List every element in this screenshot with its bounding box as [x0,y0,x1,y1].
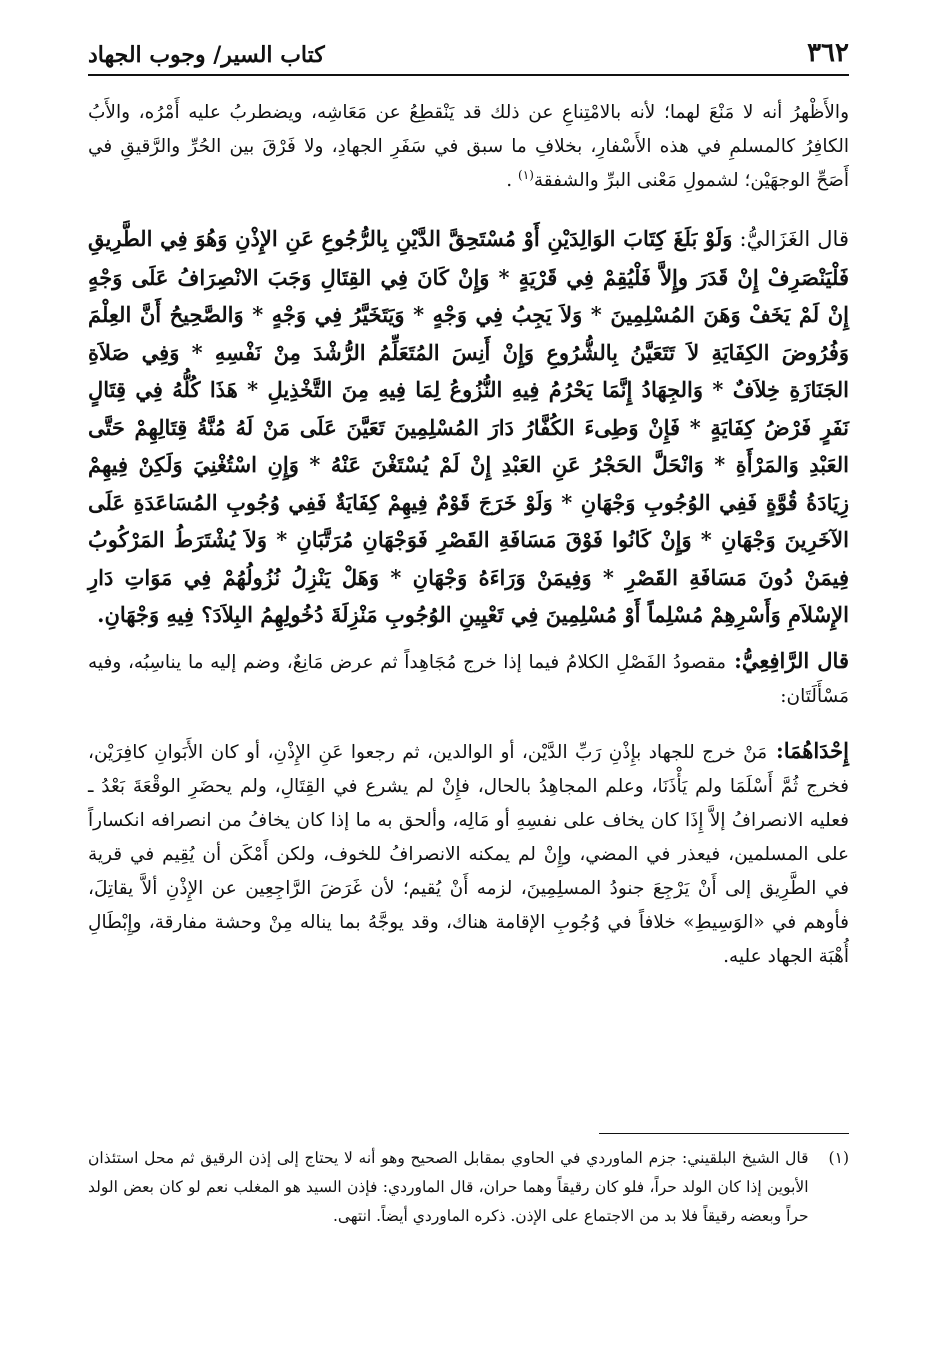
opening-paragraph-text: والأَظْهرُ أنه لا مَنْعَ لهما؛ لأنه بالامْتِناعِ عن ذلك قد يَنْقطِعُ عن مَعَاشِه، ويضطربُ عليه أَمْرُه، والأَبُ الكافِرُ كالمسلمِ في هذه الأَسْفارِ، بخلافِ ما سبق في سَفَرِ الجهادِ، ولا فَرْقَ بين الحُرِّ والرَّقيقِ في أَصَحِّ الوجهَيْن؛ لشمولِ مَعْنى البرِّ والشفقة [88,102,849,191]
rafii-body: مقصودُ الفَصْلِ الكلامُ فيما إذا خرج مُجَاهِداً ثم عرض مَانِعٌ، وضم إليه ما يناسِبُه، وفيه مَسْأَلَتَان: [88,651,849,707]
first-issue-label: إِحْدَاهُمَا: [767,737,849,763]
chapter-title: كتاب السير/ وجوب الجهاد [88,42,325,68]
footnote [88,1144,849,1231]
rafii-commentary [88,644,849,714]
first-issue-body: مَنْ خرج للجهاد بإِذْنِ رَبِّ الدَّيْن، أو الوالدين، ثم رجعوا عَنِ الإِذْنِ، أو كان الأَبَوانِ كافِرَيْن، فخرج ثُمَّ أَسْلَمَا ولم يَأْذَنَا، وعلم المجاهِدُ بالحال، فإِنْ لم يشرع في القِتَالِ، ولم يحضَرِ الوقْعَةَ بَعْدُ ـ فعليه الانصرافُ إلاَّ إِذَا كان يخاف على نفسِهِ أو مَالِه، وألحق به ما إذا كان يخافُ من انصرافه انكساراً على المسلمين، فيعذر في المضي، وإِنْ لم يمكنه الانصرافُ للخوف، ولكن أَمْكَن أن يُقِيم في قرية في الطَّرِيق إلى أَنْ يَرْجِعَ جنودُ المسلِمِينَ، لزمه أَنْ يُقيم؛ لأن غَرَضَ الرَّاجِعِين عن الإِذْنِ ألاَّ يقاتِلَ، فأوهم في «الوَسِيطِ» خلافاً في وُجُوبِ الإقامة هناك، وقد يوجَّهُ بما يناله مِنْ وحشة مفارقة، وإِبْطَالِ أُهْبَة الجهاد عليه. [88,741,850,967]
footnote-reference[interactable]: (١) [518,167,534,182]
ghazali-speaker: قال الغَزَاليُّ: [732,227,849,251]
footnote-text: قال الشيخ البلقيني: جزم الماوردي في الحاوي بمقابل الصحيح وهو أنه لا يحتاج إلى إذن الرقيق ثم محل استئذان الأبوين إذا كان الولد حراً، فلو كان رقيقاً وهما حران، قال الماوردي: فإذن السيد هو المغلب نعم لو كان بعض الولد حراً وبعضه رقيقاً فلا بد من الاجتماع على الإذن. ذكره الماوردي أيضاً. انتهى. [88,1149,809,1225]
rafii-speaker: قال الرَّافِعِيُّ: [726,647,849,673]
ghazali-text [88,220,849,634]
first-issue-paragraph [88,734,849,974]
running-header [88,30,849,76]
page-number: ٣٦٢ [807,38,849,68]
opening-paragraph [88,96,849,198]
main-text [88,96,849,996]
ghazali-body: وَلَوْ بَلَغَ كِتَابَ الوَالِدَيْنِ أَوْ مُسْتَحِقَّ الدَّيْنِ بِالرُّجُوعِ عَنِ الإِذْنِ وَهُوَ فِي الطَّرِيقِ فَلْيَنْصَرِفْ إِنْ قَدَرَ وإِلاَّ فَلْيُقِمْ فِي قَرْيَةٍ * وَإِنْ كَانَ فِي القِتَالِ وَجَبَ الانْصِرَافُ عَلَى وَجْهٍ إِنْ لَمْ يَخَفْ وَهَنَ المُسْلِمِينَ * وَلاَ يَجِبُ فِي وَجْهٍ * وَيَتَخَيَّرُ فِي وَجْهٍ * وَالصَّحِيحُ أَنَّ العِلْمَ وَفُرُوضَ الكِفَايَةِ لاَ تَتَعَيَّنُ بِالشُّرُوعِ وَإِنْ أَنِسَ المُتَعَلِّمُ الرُّشْدَ مِنْ نَفْسِهِ * وَفِي صَلاَةِ الجَنَازَةِ خِلاَفٌ * وَالجِهَادُ إِنَّمَا يَحْرُمُ فِيهِ النُّزُوعُ لِمَا فِيهِ مِنَ التَّخْذِيلِ * هَذَا كُلُّهُ فِي قِتَالٍ نَفَرٍ فَرْضُ كِفَايَةٍ * فَإِنْ وَطِىءَ الكُفَّارُ دَارَ المُسْلِمِينَ تَعَيَّنَ عَلَى مَنْ لَهُ مُنَّةُ قِتَالِهِمْ حَتَّى العَبْدِ وَالمَرْأَةِ * وَانْحَلَّ الحَجْرُ عَنِ العَبْدِ إِنْ لَمْ يُسْتَغْنَ عَنْهُ * وَإِنِ اسْتُغْنِيَ وَلَكِنْ فِيهِمْ زِيَادَةُ قُوَّةٍ فَفِي الوُجُوبِ وَجْهَانِ * وَلَوْ خَرَجَ قَوْمٌ فِيهِمْ كِفَايَةٌ فَفِي وُجُوبِ المُسَاعَدَةِ عَلَى الآخَرِينَ وَجْهَانِ * وَإِنْ كَانُوا فَوْقَ مَسَافَةِ القَصْرِ فَوَجْهَانِ مُرَتَّبَانِ * وَلاَ يُشْتَرَطُ المَرْكُوبُ فِيمَنْ دُونَ مَسَافَةِ القَصْرِ * وَفِيمَنْ وَرَاءَهُ وَجْهَانِ * وَهَلْ يَنْزِلُ نُزُولُهُمْ فِي مَوَاتِ دَارِ الإِسْلاَمِ وَأَسْرِهِمْ مُسْلِماً أَوْ مُسْلِمِينَ فِي تَعْيِينِ الوُجُوبِ مَنْزِلَةَ دُخُولِهِمُ البِلاَدَ؟ فِيهِ وَجْهَانِ. [88,226,849,627]
footnote-divider [599,1133,849,1134]
footnote-marker: (١) [828,1149,849,1167]
opening-paragraph-end: . [506,170,519,191]
